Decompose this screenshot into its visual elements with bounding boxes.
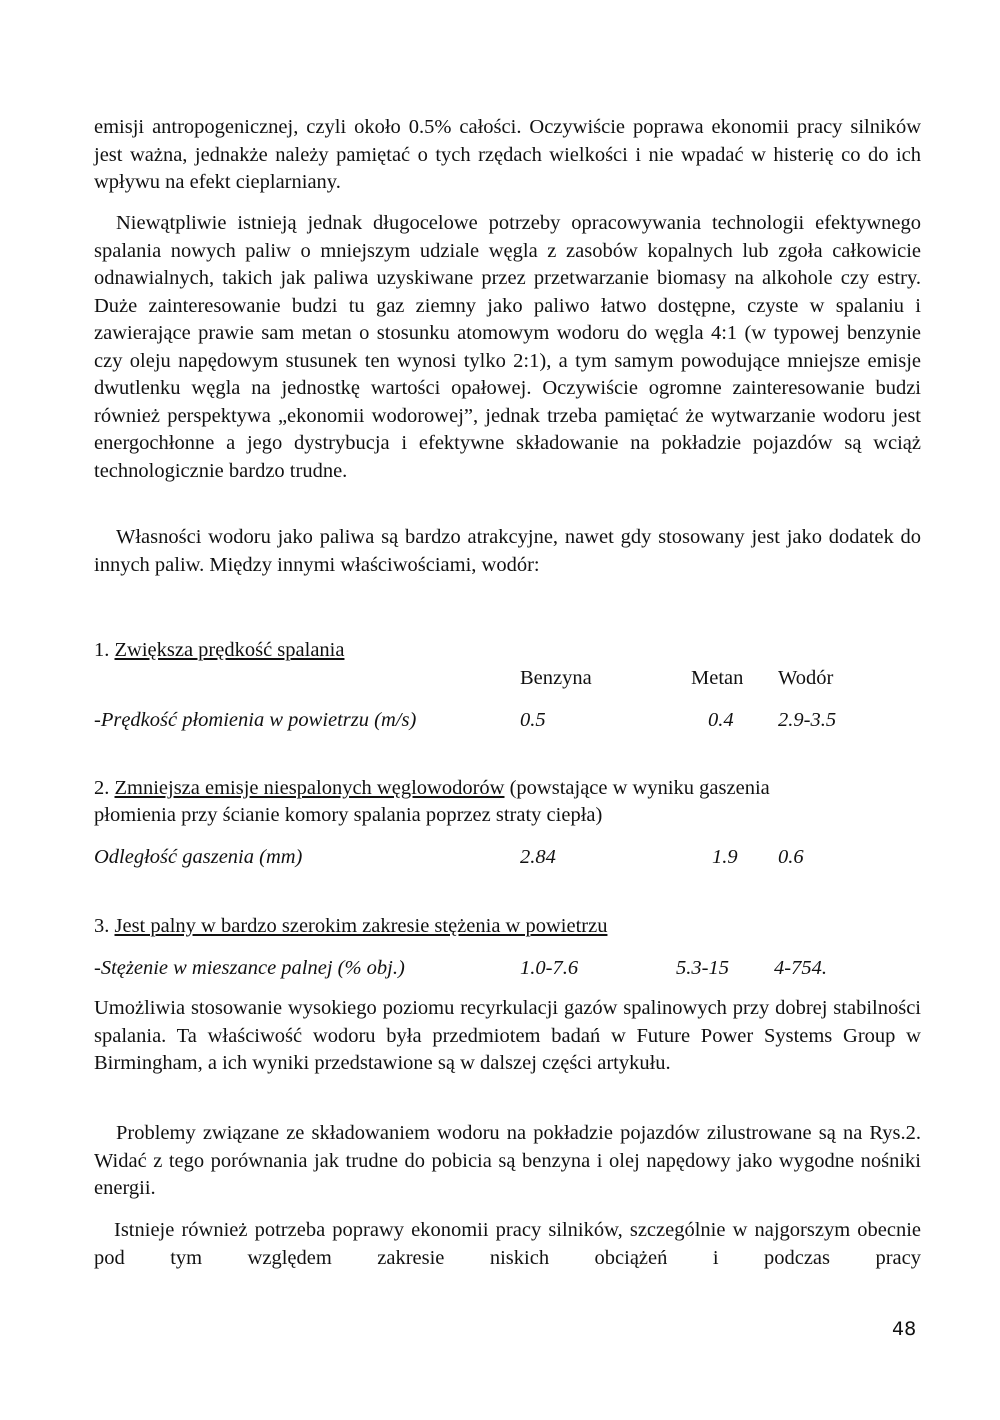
row-label: Odległość gaszenia (mm) (94, 846, 303, 868)
table-row (94, 843, 924, 871)
column-metan: Metan (691, 667, 744, 689)
table-row (94, 706, 924, 734)
value-benzyna: 1.0-7.6 (520, 957, 579, 979)
value-benzyna: 0.5 (520, 709, 546, 731)
paragraph-2: Niewątpliwie istnieją jednak długocelowe potrzeby opracowywania technologii efektywnego spalania nowych paliw o mniejszym udziale węgla z zasobów kopalnych lub zgoła całkowicie odnawialnych, takich jak paliwa uzyskiwane przez przetwarzanie biomasy na alkohole czy estry. Duże zainteresowanie budzi tu gaz ziemny jako paliwo łatwo dostępne, czyste w spalaniu i zawierające prawie sam metan o stosunku atomowym wodoru do węgla 4:1 (w typowej benzynie czy oleju napędowym stusunek ten wynosi tylko 2:1), a tym samym powodujące mniejsze emisje dwutlenku węgla na jednostkę wartości opałowej. Oczywiście ogromne zainteresowanie budzi również perspektywa „ekonomii wodorowej”, jednak trzeba pamiętać że wytwarzanie wodoru jest energochłonne a jego dystrybucja i efektywne składowanie na pokładzie pojazdów są wciąż technologicznie bardzo trudne. (94, 212, 921, 482)
item-2-continuation-line (94, 801, 924, 829)
paragraph-1: emisji antropogenicznej, czyli około 0.5% całości. Oczywiście poprawa ekonomii pracy silników jest ważna, jednakże należy pamiętać o tych rzędach wielkości i nie wpadać w histerię co do ich wpływu na efekt cieplarniany. (94, 116, 921, 193)
paragraph-4: Umożliwia stosowanie wysokiego poziomu recyrkulacji gazów spalinowych przy dobrej stabilności spalania. Ta właściwość wodoru była przedmiotem badań w Future Power Systems Group w Birmingham, a ich wyniki przedstawione są w dalszej części artykułu. (94, 997, 921, 1074)
column-benzyna: Benzyna (520, 667, 592, 689)
value-metan: 5.3-15 (676, 957, 729, 979)
item-2-heading (94, 774, 924, 802)
item-1-number: 1. (94, 639, 115, 661)
paragraph-6: Istnieje również potrzeba poprawy ekonomii pracy silników, szczególnie w najgorszym obecnie pod tym względem zakresie niskich obciążeń i podczas pracy (94, 1219, 921, 1269)
item-2-continuation-text: płomienia przy ścianie komory spalania poprzez straty ciepła) (94, 804, 603, 826)
table-header-row (94, 664, 924, 692)
item-3-number: 3. (94, 915, 115, 937)
paragraph-3: Własności wodoru jako paliwa są bardzo atrakcyjne, nawet gdy stosowany jest jako dodatek do innych paliw. Między innymi właściwościami, wodór: (94, 526, 921, 576)
value-wodor: 4-754. (774, 957, 827, 979)
value-benzyna: 2.84 (520, 846, 556, 868)
row-label: -Prędkość płomienia w powietrzu (m/s) (94, 709, 417, 731)
item-1-heading (94, 636, 924, 664)
column-wodor: Wodór (778, 667, 834, 689)
page-number: 48 (892, 1318, 917, 1340)
row-label: -Stężenie w mieszance palnej (% obj.) (94, 957, 405, 979)
value-metan: 1.9 (712, 846, 738, 868)
item-3-heading (94, 912, 924, 940)
table-row (94, 954, 924, 982)
value-metan: 0.4 (708, 709, 734, 731)
item-3-title: Jest palny w bardzo szerokim zakresie stężenia w powietrzu (114, 915, 608, 937)
value-wodor: 2.9-3.5 (778, 709, 837, 731)
item-2-title: Zmniejsza emisje niespalonych węglowodorów (114, 777, 505, 799)
value-wodor: 0.6 (778, 846, 804, 868)
paragraph-5: Problemy związane ze składowaniem wodoru na pokładzie pojazdów zilustrowane są na Rys.2. Widać z tego porównania jak trudne do pobicia są benzyna i olej napędowy jako wygodne nośniki energii. (94, 1122, 921, 1199)
item-2-continuation: (powstające w wyniku gaszenia (504, 777, 770, 799)
item-2-number: 2. (94, 777, 115, 799)
item-1-title: Zwiększa prędkość spalania (114, 639, 345, 661)
